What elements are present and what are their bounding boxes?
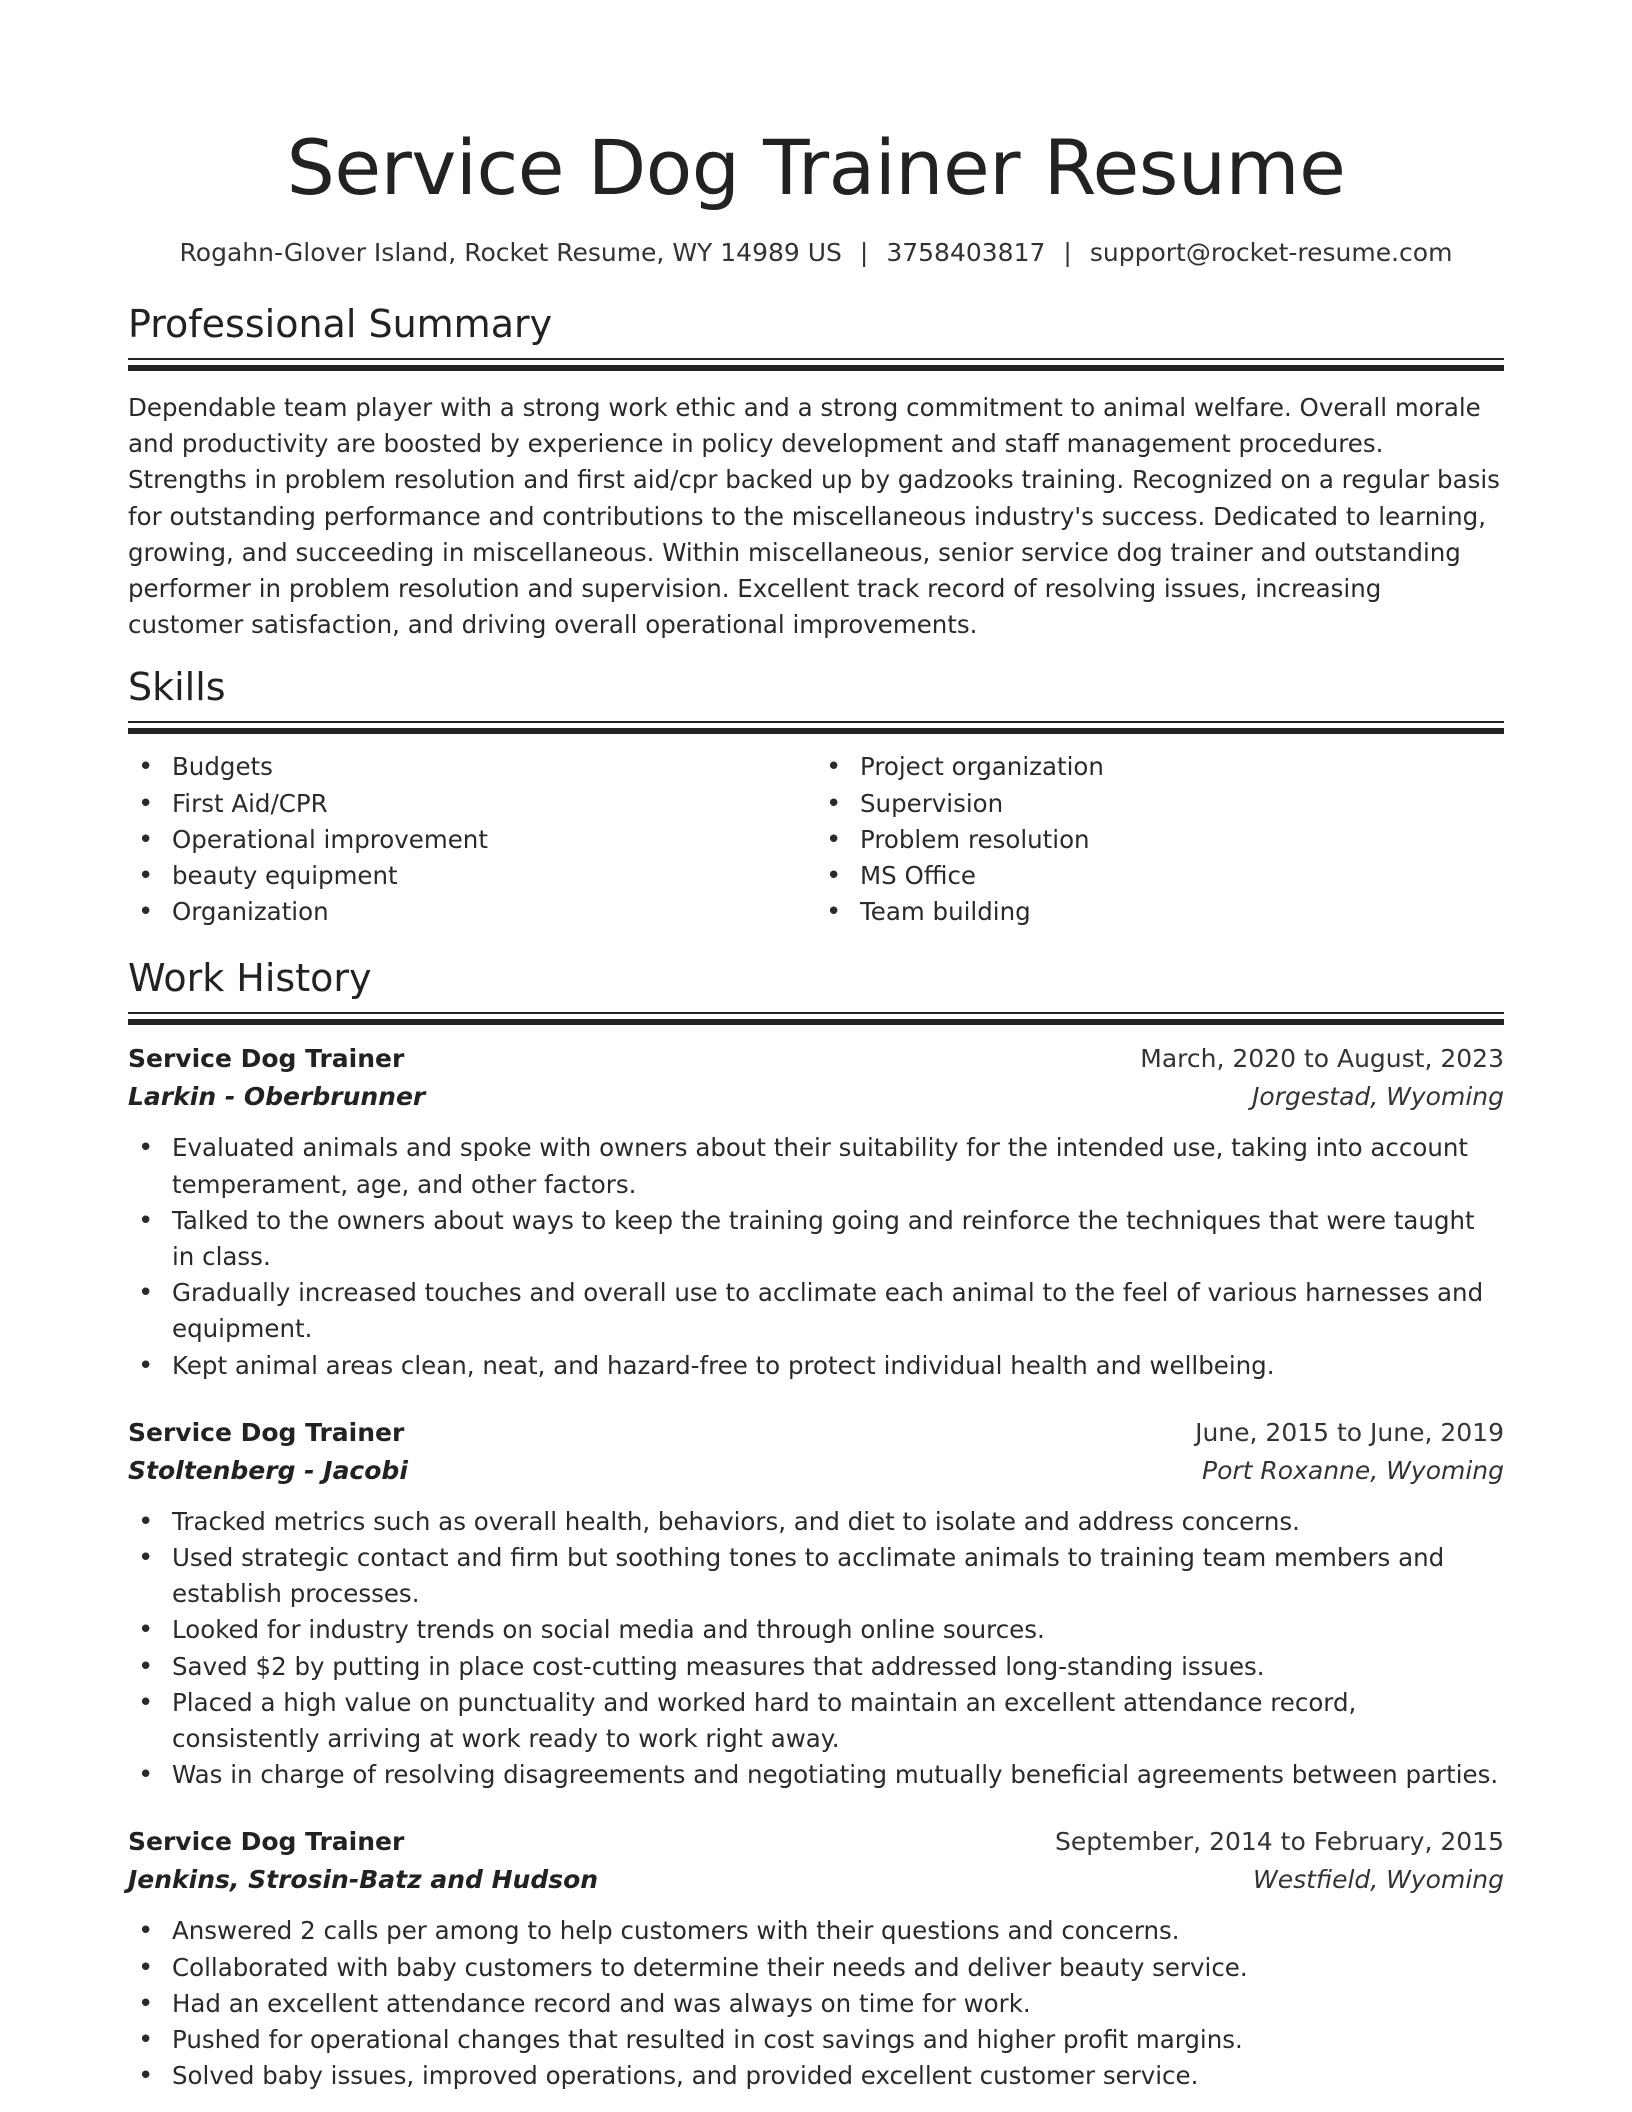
- job-bullet: • Tracked metrics such as overall health, behaviors, and diet to isolate and address concerns.: [128, 1504, 1504, 1540]
- job-entry: [128, 1823, 1504, 2094]
- job-dates: March, 2020 to August, 2023: [1140, 1044, 1504, 1074]
- job-bullet: • Collaborated with baby customers to determine their needs and deliver beauty service.: [128, 1950, 1504, 1986]
- section-title-skills: Skills: [128, 665, 226, 710]
- skill-item: • First Aid/CPR: [128, 786, 816, 822]
- job-bullet: • Had an excellent attendance record and was always on time for work.: [128, 1986, 1504, 2022]
- job-title: Service Dog Trainer: [128, 1044, 405, 1074]
- skills-list: [128, 749, 1504, 930]
- job-bullets: [128, 1913, 1504, 2094]
- skill-item: • Team building: [816, 894, 1504, 930]
- contact-line: [128, 236, 1504, 270]
- section-title-summary: Professional Summary: [128, 302, 553, 346]
- job-title: Service Dog Trainer: [128, 1417, 405, 1447]
- job-entry: [128, 1414, 1504, 1794]
- job-location: Westfield, Wyoming: [1253, 1865, 1504, 1895]
- job-dates: September, 2014 to February, 2015: [1055, 1827, 1504, 1857]
- skill-item: • Organization: [128, 894, 816, 930]
- resume-page: [128, 0, 1504, 2095]
- work-history-section: [128, 954, 1504, 2094]
- section-divider: [128, 358, 1504, 372]
- job-bullet: • Was in charge of resolving disagreements and negotiating mutually beneficial agreements between parties.: [128, 1757, 1504, 1793]
- contact-email: support@rocket-resume.com: [1089, 238, 1453, 267]
- job-entry: [128, 1040, 1504, 1383]
- contact-separator: |: [1063, 238, 1072, 267]
- job-bullet: • Pushed for operational changes that resulted in cost savings and higher profit margins.: [128, 2022, 1504, 2058]
- job-bullets: [128, 1504, 1504, 1794]
- skill-item: • Operational improvement: [128, 822, 816, 858]
- job-title: Service Dog Trainer: [128, 1827, 405, 1857]
- job-bullet: • Evaluated animals and spoke with owners about their suitability for the intended use, taking into account temperament, age, and other factors.: [128, 1130, 1504, 1202]
- skill-item: • Problem resolution: [816, 822, 1504, 858]
- contact-separator: |: [859, 238, 869, 267]
- contact-address: Rogahn-Glover Island, Rocket Resume, WY 14989 US: [179, 238, 842, 267]
- resume-title: Service Dog Trainer Resume: [286, 123, 1346, 212]
- section-divider: [128, 721, 1504, 735]
- job-company: Larkin - Oberbrunner: [128, 1082, 426, 1112]
- skill-item: • Budgets: [128, 749, 816, 785]
- job-bullet: • Looked for industry trends on social media and through online sources.: [128, 1612, 1504, 1648]
- skill-item: • beauty equipment: [128, 858, 816, 894]
- skill-item: • Project organization: [816, 749, 1504, 785]
- job-bullet: • Saved $2 by putting in place cost-cutting measures that addressed long-standing issues.: [128, 1649, 1504, 1685]
- summary-section: [128, 300, 1504, 643]
- job-bullet: • Talked to the owners about ways to keep the training going and reinforce the techniques that were taught in class.: [128, 1203, 1504, 1275]
- job-bullet: • Answered 2 calls per among to help customers with their questions and concerns.: [128, 1913, 1504, 1949]
- job-location: Jorgestad, Wyoming: [1252, 1082, 1504, 1112]
- job-dates: June, 2015 to June, 2019: [1195, 1417, 1504, 1447]
- job-bullet: • Kept animal areas clean, neat, and hazard-free to protect individual health and wellbeing.: [128, 1348, 1504, 1384]
- section-divider: [128, 1012, 1504, 1026]
- skills-column-left: [128, 749, 816, 930]
- job-bullet: • Used strategic contact and firm but soothing tones to acclimate animals to training team members and establish processes.: [128, 1540, 1504, 1612]
- job-bullet: • Placed a high value on punctuality and worked hard to maintain an excellent attendance record, consistently arriving at work ready to work right away.: [128, 1685, 1504, 1757]
- job-bullets: [128, 1130, 1504, 1383]
- contact-phone: 3758403817: [886, 238, 1046, 267]
- job-bullet: • Solved baby issues, improved operations, and provided excellent customer service.: [128, 2058, 1504, 2094]
- job-company: Stoltenberg - Jacobi: [128, 1455, 408, 1485]
- skills-section: [128, 663, 1504, 930]
- job-company: Jenkins, Strosin-Batz and Hudson: [128, 1865, 599, 1895]
- summary-text: Dependable team player with a strong work ethic and a strong commitment to animal welfare. Overall morale and productivity are boosted by experience in policy development and staff management procedures. Strengths in problem resolution and first aid/cpr backed up by gadzooks training. Recognized on a regular basis for outstanding performance and contributions to the miscellaneous industry's success. Dedicated to learning, growing, and succeeding in miscellaneous. Within miscellaneous, senior service dog trainer and outstanding performer in problem resolution and supervision. Excellent track record of resolving issues, increasing customer satisfaction, and driving overall operational improvements.: [128, 393, 1500, 640]
- section-title-work-history: Work History: [128, 956, 372, 1001]
- job-bullet: • Gradually increased touches and overall use to acclimate each animal to the feel of various harnesses and equipment.: [128, 1275, 1504, 1347]
- skills-column-right: [816, 749, 1504, 930]
- skill-item: • MS Office: [816, 858, 1504, 894]
- job-location: Port Roxanne, Wyoming: [1202, 1455, 1504, 1485]
- skill-item: • Supervision: [816, 786, 1504, 822]
